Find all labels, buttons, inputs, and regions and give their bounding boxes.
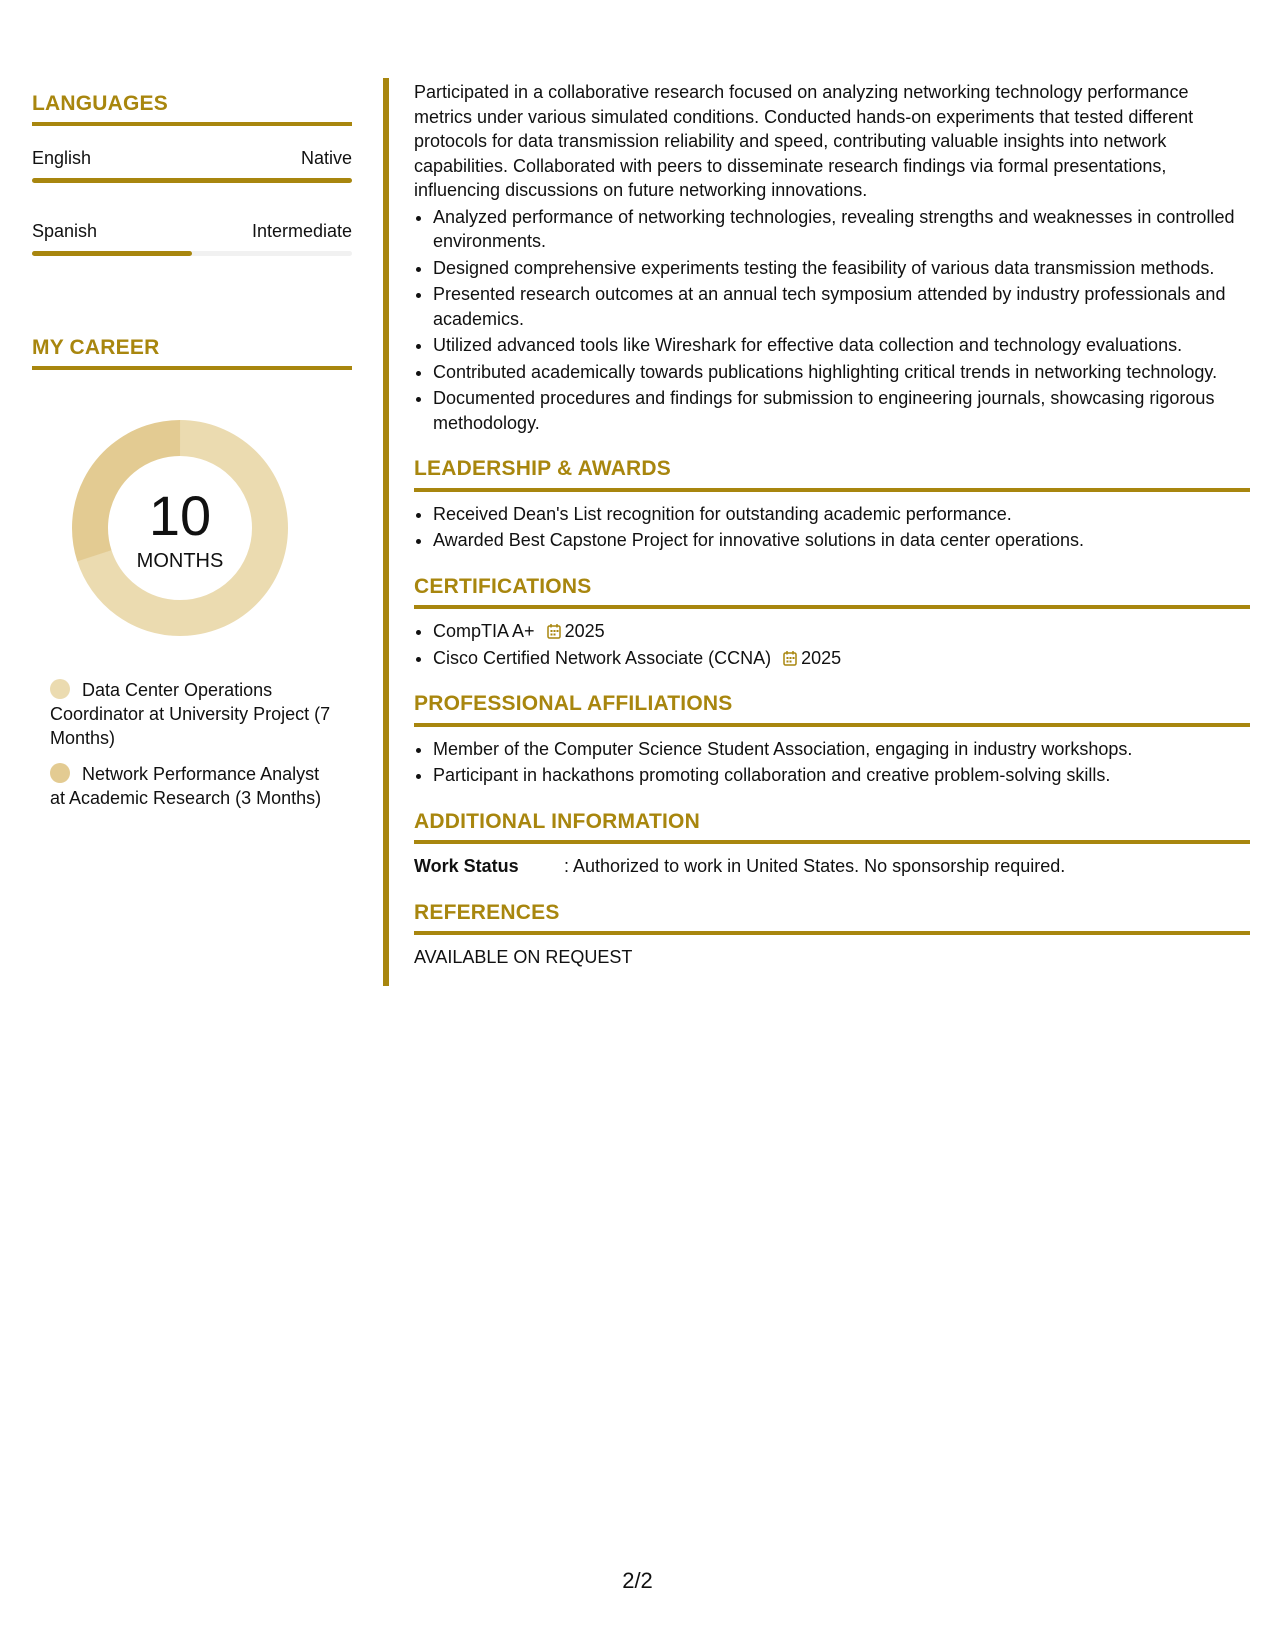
main-content — [414, 80, 1250, 970]
references-text: AVAILABLE ON REQUEST — [414, 947, 633, 967]
language-proficiency-bar — [32, 251, 352, 256]
certification-year: 2025 — [564, 621, 605, 641]
legend-label: Network Performance Analyst at Academic Research (3 Months) — [50, 764, 322, 808]
list-item: • Member of the Computer Science Student Association, engaging in industry workshops. — [433, 737, 1250, 762]
certification-name: Cisco Certified Network Associate (CCNA) — [433, 647, 772, 668]
certification-name: CompTIA A+ — [433, 621, 535, 641]
list-item: • Designed comprehensive experiments testing the feasibility of various data transmission methods. — [433, 256, 1250, 281]
language-proficiency-fill — [32, 251, 192, 256]
list-item: • Awarded Best Capstone Project for innovative solutions in data center operations. — [433, 528, 1250, 553]
career-legend — [50, 678, 335, 810]
language-name: Spanish — [32, 221, 98, 241]
affiliations-list — [414, 737, 1250, 788]
sidebar — [32, 92, 352, 822]
additional-info-heading: ADDITIONAL INFORMATION — [414, 810, 1250, 845]
page-number: 2/2 — [622, 1568, 653, 1593]
language-name: English — [32, 148, 92, 168]
certification-item — [433, 619, 1250, 644]
legend-dot — [50, 763, 70, 783]
list-item: • Analyzed performance of networking technologies, revealing strengths and weaknesses in controlled environments. — [433, 205, 1250, 254]
experience-description: Participated in a collaborative research focused on analyzing networking technology performance metrics under various simulated conditions. Conducted hands-on experiments that tested different protocols for data transmission reliability and speed, contributing valuable insights into network capabilities. Collaborated with peers to disseminate research findings via formal presentations, influencing discussions on future networking innovations. — [414, 82, 1194, 200]
vertical-divider — [383, 78, 389, 986]
list-item: • Received Dean's List recognition for outstanding academic performance. — [433, 502, 1250, 527]
career-donut-chart — [66, 414, 294, 642]
certification-item — [433, 646, 1250, 671]
list-item: • Presented research outcomes at an annual tech symposium attended by industry professionals and academics. — [433, 282, 1250, 331]
work-status-label: Work Status — [414, 856, 519, 876]
calendar-icon — [783, 650, 797, 666]
language-proficiency-bar — [32, 178, 352, 183]
career-heading: MY CAREER — [32, 336, 352, 370]
career-total-value: 10 — [148, 484, 212, 547]
references-heading: REFERENCES — [414, 901, 1250, 936]
career-legend-item — [50, 678, 335, 750]
work-status-value: : Authorized to work in United States. No sponsorship required. — [564, 856, 1066, 876]
list-item: • Documented procedures and findings for submission to engineering journals, showcasing rigorous methodology. — [433, 386, 1250, 435]
leadership-list — [414, 502, 1250, 553]
language-item-english — [32, 148, 352, 183]
legend-label: Data Center Operations Coordinator at University Project (7 Months) — [50, 680, 331, 748]
career-legend-item — [50, 762, 335, 810]
language-item-spanish — [32, 221, 352, 256]
language-level: Intermediate — [251, 221, 352, 241]
languages-heading: LANGUAGES — [32, 92, 352, 126]
leadership-heading: LEADERSHIP & AWARDS — [414, 457, 1250, 492]
language-level: Native — [300, 148, 352, 168]
certification-year: 2025 — [801, 647, 842, 668]
work-status-row — [414, 854, 1250, 879]
list-item: • Participant in hackathons promoting collaboration and creative problem-solving skills. — [433, 763, 1250, 788]
language-proficiency-fill — [32, 178, 352, 183]
calendar-icon — [547, 623, 561, 639]
legend-dot — [50, 679, 70, 699]
certifications-list — [414, 619, 1250, 670]
experience-bullets — [414, 205, 1250, 436]
list-item: • Utilized advanced tools like Wireshark for effective data collection and technology evaluations. — [433, 333, 1250, 358]
affiliations-heading: PROFESSIONAL AFFILIATIONS — [414, 692, 1250, 727]
certifications-heading: CERTIFICATIONS — [414, 575, 1250, 610]
list-item: • Contributed academically towards publications highlighting critical trends in networking technology. — [433, 360, 1250, 385]
career-total-unit: MONTHS — [136, 550, 224, 572]
